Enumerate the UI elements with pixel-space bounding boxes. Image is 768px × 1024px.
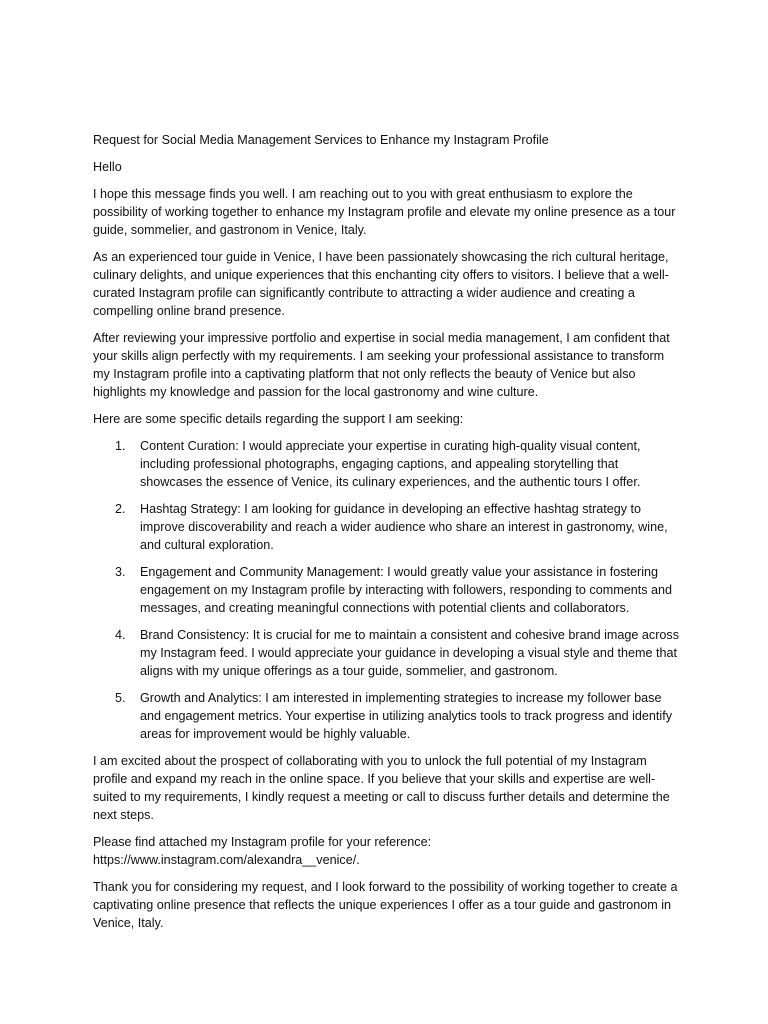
details-list: [93, 437, 683, 743]
attachment-paragraph: [93, 833, 683, 869]
list-item-number: 4.: [115, 628, 126, 642]
list-item: [93, 437, 683, 491]
profile-url-link[interactable]: https://www.instagram.com/alexandra__venice/.: [93, 853, 360, 867]
list-item-number: 2.: [115, 502, 126, 516]
closing-paragraph: Thank you for considering my request, and I look forward to the possibility of working together to create a captivating online presence that reflects the unique experiences I offer as a tour guide and gastronom in Venice, Italy.: [93, 880, 678, 930]
document-title: Request for Social Media Management Services to Enhance my Instagram Profile: [93, 133, 549, 147]
experience-paragraph: As an experienced tour guide in Venice, I have been passionately showcasing the rich cultural heritage, culinary delights, and unique experiences that this enchanting city offers to visitors. I believe that a well-curated Instagram profile can significantly contribute to attracting a wider audience and creating a compelling online brand presence.: [93, 250, 669, 318]
list-item: [93, 500, 683, 554]
attachment-text: Please find attached my Instagram profile for your reference:: [93, 835, 432, 849]
list-item-number: 5.: [115, 691, 126, 705]
intro-paragraph: I hope this message finds you well. I am reaching out to you with great enthusiasm to explore the possibility of working together to enhance my Instagram profile and elevate my online presence as a tour guide, sommelier, and gastronom in Venice, Italy.: [93, 187, 676, 237]
greeting: Hello: [93, 160, 122, 174]
list-item-text: Growth and Analytics: I am interested in implementing strategies to increase my follower base and engagement metrics. Your expertise in utilizing analytics tools to track progress and identify areas for improvement would be highly valuable.: [140, 691, 673, 741]
list-item-text: Content Curation: I would appreciate your expertise in curating high-quality visual content, including professional photographs, engaging captions, and appealing storytelling that showcases the essence of Venice, its culinary experiences, and the authentic tours I offer.: [140, 439, 641, 489]
list-item-number: 1.: [115, 439, 126, 453]
list-item: [93, 626, 683, 680]
collaboration-paragraph: I am excited about the prospect of collaborating with you to unlock the full potential of my Instagram profile and expand my reach in the online space. If you believe that your skills and expertise are well-suited to my requirements, I kindly request a meeting or call to discuss further details and determine the next steps.: [93, 754, 670, 822]
list-item-text: Hashtag Strategy: I am looking for guidance in developing an effective hashtag strategy to improve discoverability and reach a wider audience who share an interest in gastronomy, wine, and cultural exploration.: [140, 502, 668, 552]
portfolio-paragraph: After reviewing your impressive portfolio and expertise in social media management, I am confident that your skills align perfectly with my requirements. I am seeking your professional assistance to transform my Instagram profile into a captivating platform that not only reflects the beauty of Venice but also highlights my knowledge and passion for the local gastronomy and wine culture.: [93, 331, 670, 399]
document-page: [93, 131, 683, 941]
list-item: [93, 689, 683, 743]
list-item-number: 3.: [115, 565, 126, 579]
list-item: [93, 563, 683, 617]
details-intro-paragraph: Here are some specific details regarding the support I am seeking:: [93, 412, 464, 426]
list-item-text: Engagement and Community Management: I would greatly value your assistance in fostering engagement on my Instagram profile by interacting with followers, responding to comments and messages, and creating meaningful connections with potential clients and collaborators.: [140, 565, 673, 615]
list-item-text: Brand Consistency: It is crucial for me to maintain a consistent and cohesive brand image across my Instagram feed. I would appreciate your guidance in developing a visual style and theme that aligns with my unique offerings as a tour guide, sommelier, and gastronom.: [140, 628, 679, 678]
